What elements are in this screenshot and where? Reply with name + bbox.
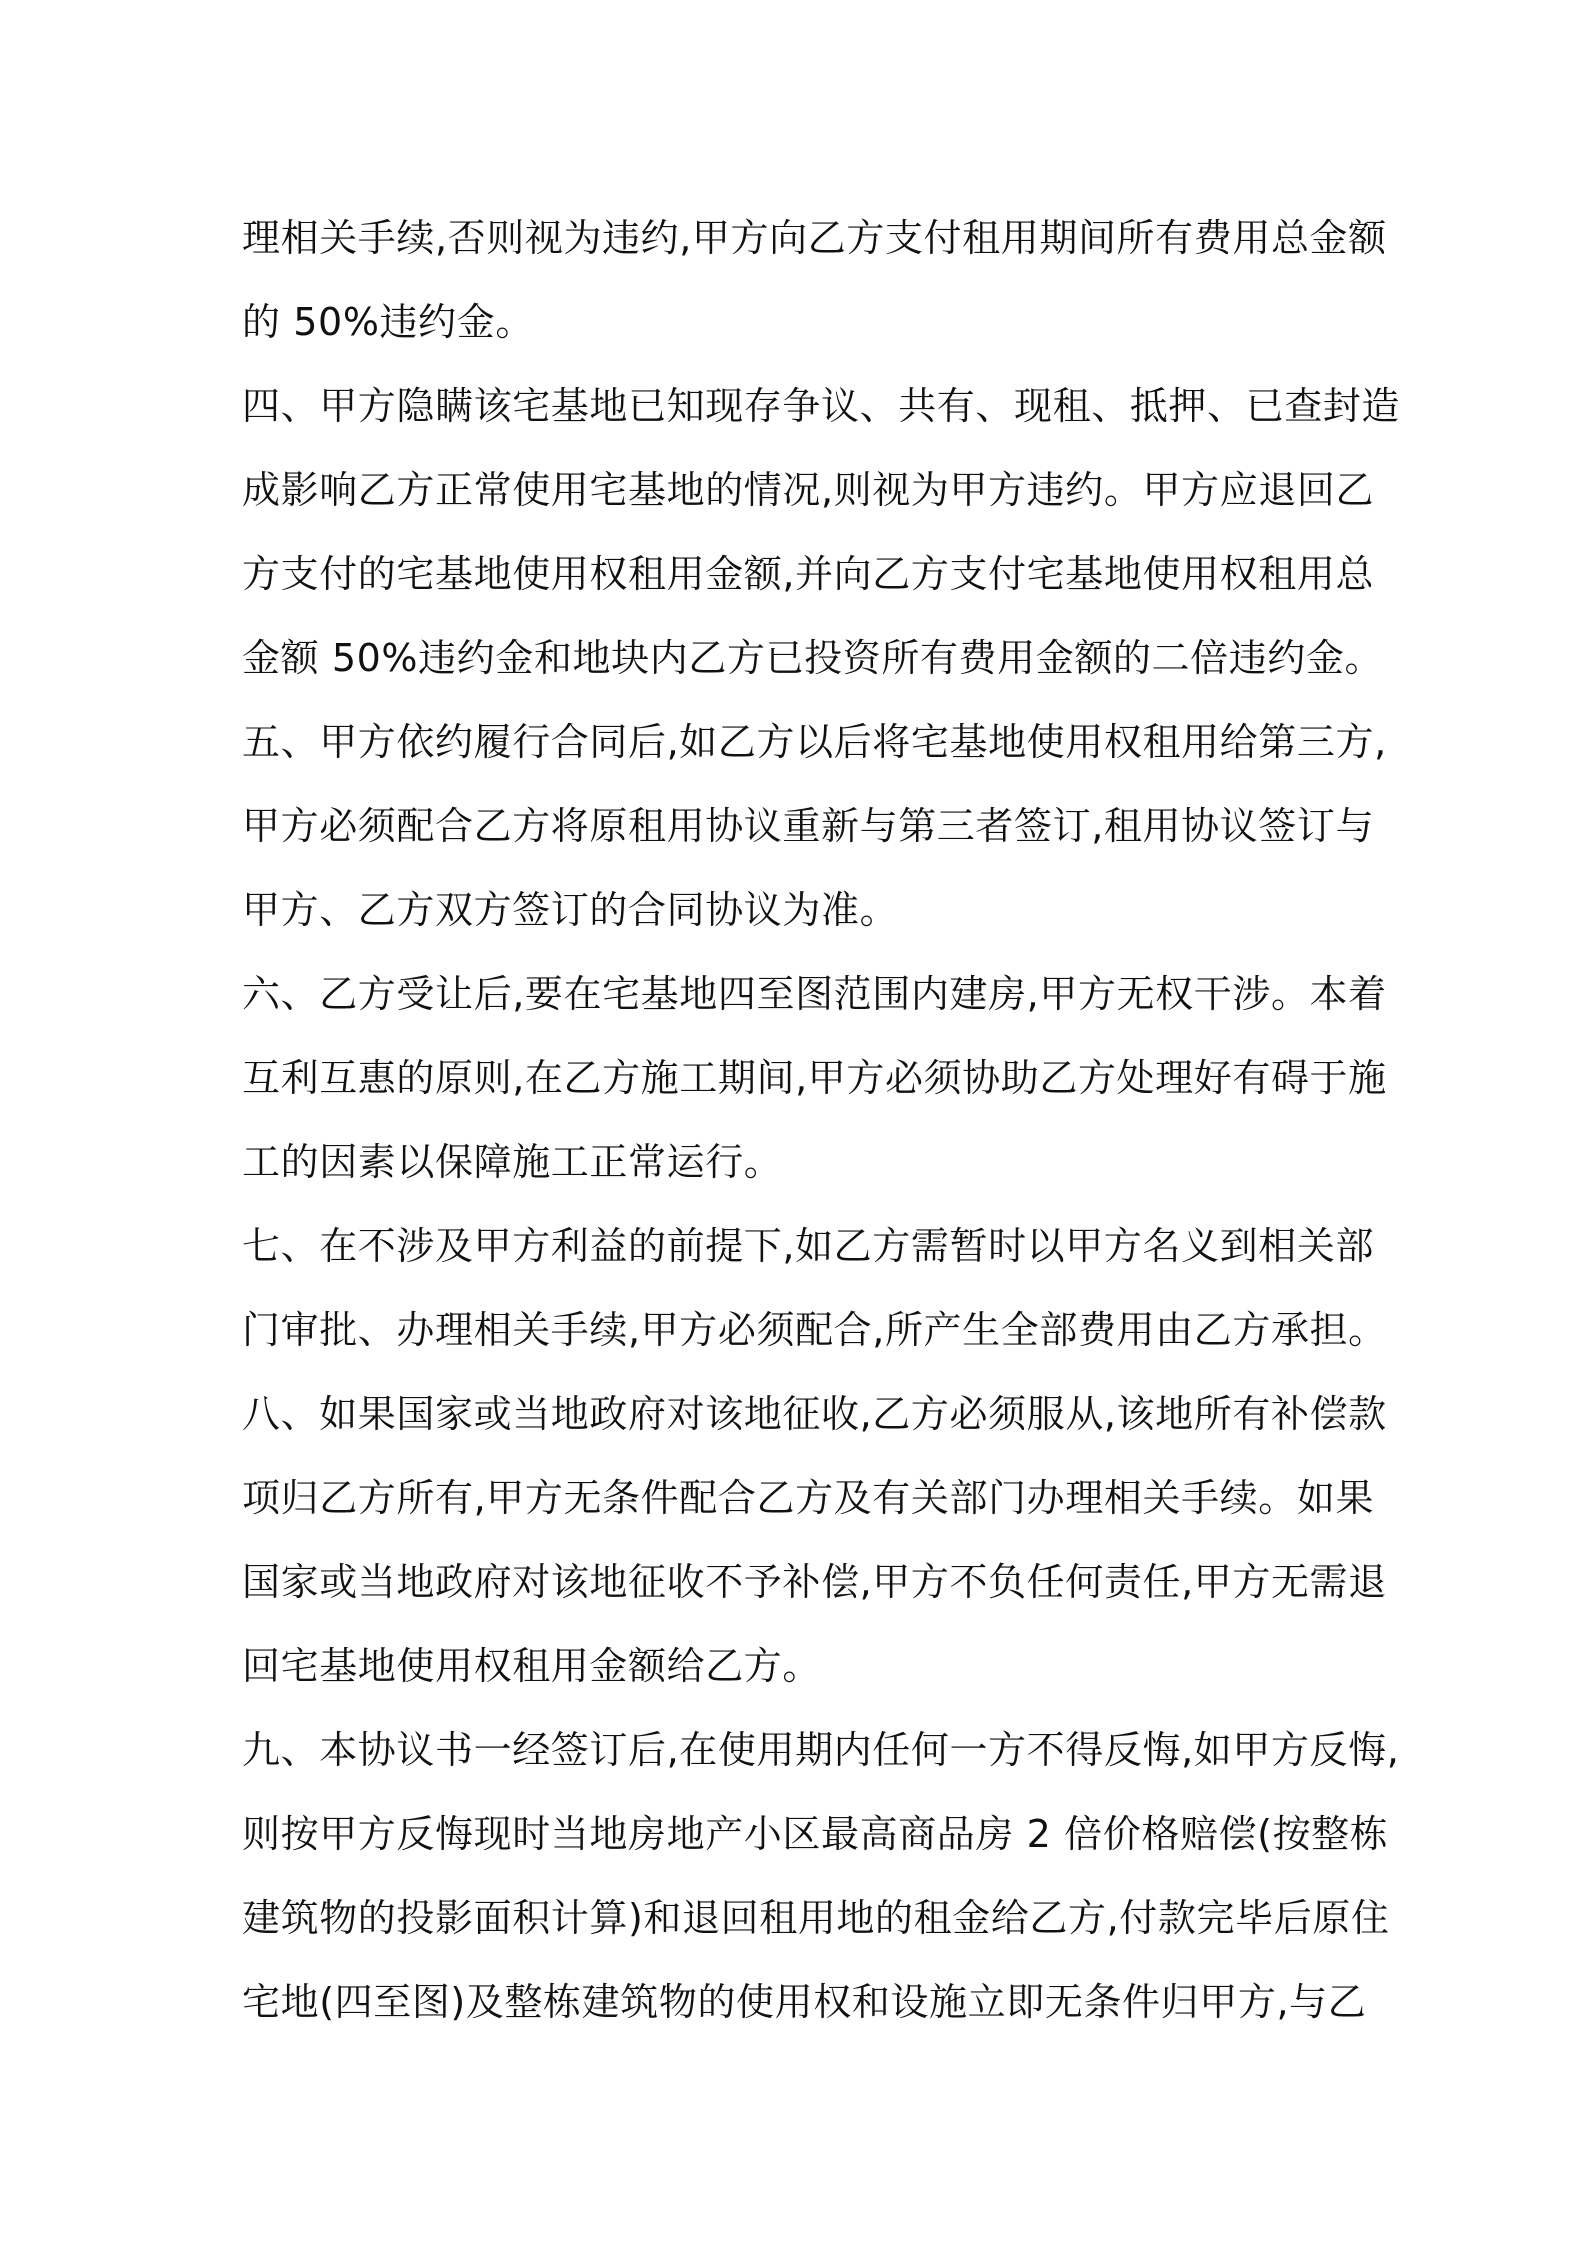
text-line: 五、甲方依约履行合同后,如乙方以后将宅基地使用权租用给第三方, bbox=[242, 720, 1387, 764]
paragraph-clause-5 bbox=[242, 700, 1387, 952]
document-body bbox=[242, 196, 1401, 2044]
text-line: 甲方、乙方双方签订的合同协议为准。 bbox=[242, 888, 899, 932]
text-line: 金额 50%违约金和地块内乙方已投资所有费用金额的二倍违约金。 bbox=[242, 636, 1384, 680]
text-line: 项归乙方所有,甲方无条件配合乙方及有关部门办理相关手续。如果 bbox=[242, 1476, 1375, 1520]
text-line: 九、本协议书一经签订后,在使用期内任何一方不得反悔,如甲方反悔, bbox=[242, 1728, 1400, 1772]
paragraph-clause-7 bbox=[242, 1204, 1387, 1372]
text-line: 六、乙方受让后,要在宅基地四至图范围内建房,甲方无权干涉。本着 bbox=[242, 972, 1387, 1016]
text-line: 四、甲方隐瞒该宅基地已知现存争议、共有、现租、抵押、已查封造 bbox=[242, 384, 1401, 428]
paragraph-clause-4 bbox=[242, 364, 1401, 700]
paragraph-clause-8 bbox=[242, 1372, 1387, 1708]
text-line: 宅地(四至图)及整栋建筑物的使用权和设施立即无条件归甲方,与乙 bbox=[242, 1980, 1367, 2024]
text-line: 建筑物的投影面积计算)和退回租用地的租金给乙方,付款完毕后原住 bbox=[242, 1896, 1390, 1940]
text-line: 则按甲方反悔现时当地房地产小区最高商品房 2 倍价格赔偿(按整栋 bbox=[242, 1812, 1389, 1856]
text-line: 工的因素以保障施工正常运行。 bbox=[242, 1140, 783, 1184]
paragraph-continuation bbox=[242, 196, 1387, 364]
text-line: 七、在不涉及甲方利益的前提下,如乙方需暂时以甲方名义到相关部 bbox=[242, 1224, 1375, 1268]
text-line: 的 50%违约金。 bbox=[242, 300, 534, 344]
text-line: 方支付的宅基地使用权租用金额,并向乙方支付宅基地使用权租用总 bbox=[242, 552, 1375, 596]
text-line: 甲方必须配合乙方将原租用协议重新与第三者签订,租用协议签订与 bbox=[242, 804, 1375, 848]
text-line: 互利互惠的原则,在乙方施工期间,甲方必须协助乙方处理好有碍于施 bbox=[242, 1056, 1387, 1100]
paragraph-clause-6 bbox=[242, 952, 1387, 1204]
text-line: 门审批、办理相关手续,甲方必须配合,所产生全部费用由乙方承担。 bbox=[242, 1308, 1387, 1352]
text-line: 国家或当地政府对该地征收不予补偿,甲方不负任何责任,甲方无需退 bbox=[242, 1560, 1387, 1604]
paragraph-clause-9 bbox=[242, 1708, 1400, 2044]
text-line: 理相关手续,否则视为违约,甲方向乙方支付租用期间所有费用总金额 bbox=[242, 216, 1387, 260]
text-line: 成影响乙方正常使用宅基地的情况,则视为甲方违约。甲方应退回乙 bbox=[242, 468, 1375, 512]
text-line: 八、如果国家或当地政府对该地征收,乙方必须服从,该地所有补偿款 bbox=[242, 1392, 1387, 1436]
text-line: 回宅基地使用权租用金额给乙方。 bbox=[242, 1644, 822, 1688]
